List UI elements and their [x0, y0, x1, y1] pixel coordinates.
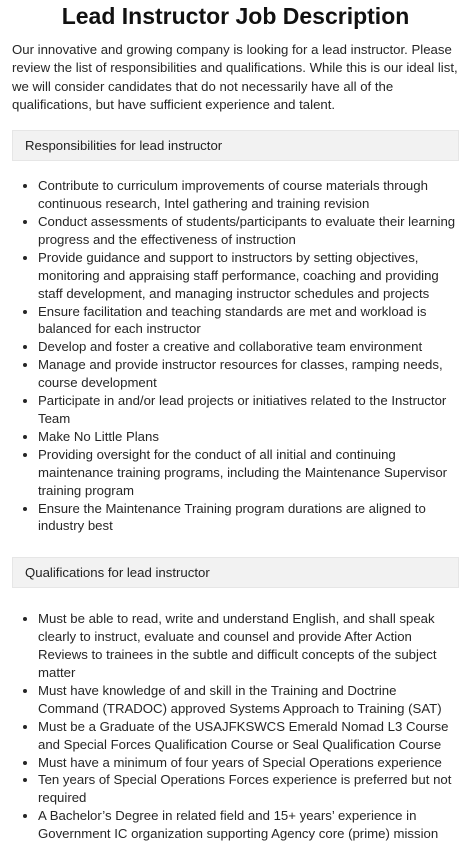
responsibilities-heading: Responsibilities for lead instructor	[25, 138, 223, 154]
list-item: • Ten years of Special Operations Forces experience is preferred but not required	[38, 771, 459, 807]
page-title: Lead Instructor Job Description	[61, 3, 410, 29]
list-item: • Participate in and/or lead projects or initiatives related to the Instructor Team	[38, 392, 459, 428]
qualifications-list	[12, 610, 459, 843]
list-item: • Ensure the Maintenance Training program durations are aligned to industry best	[38, 500, 459, 536]
responsibilities-header	[12, 130, 459, 161]
intro-paragraph: Our innovative and growing company is looking for a lead instructor. Please review the list of responsibilities and qualifications. While this is our ideal list, we will consider candidates that do not necessarily have all of the qualifications, but have sufficient experience and talent.	[12, 42, 458, 112]
list-item: • Provide guidance and support to instructors by setting objectives, monitoring and appraising staff performance, coaching and providing staff development, and managing instructor schedules and projects	[38, 249, 459, 303]
list-item: • Must be a Graduate of the USAJFKSWCS Emerald Nomad L3 Course and Special Forces Qualification Course or Seal Qualification Course	[38, 718, 459, 754]
qualifications-heading: Qualifications for lead instructor	[25, 565, 210, 581]
qualifications-header	[12, 557, 459, 588]
list-item: • Develop and foster a creative and collaborative team environment	[38, 338, 459, 356]
list-item: • Make No Little Plans	[38, 428, 459, 446]
list-item: • Must be able to read, write and understand English, and shall speak clearly to instruct, evaluate and counsel and provide After Action Reviews to trainees in the subtle and difficult concepts of the subject matter	[38, 610, 459, 682]
list-item: • Must have knowledge of and skill in the Training and Doctrine Command (TRADOC) approved Systems Approach to Training (SAT)	[38, 682, 459, 718]
list-item: • Manage and provide instructor resources for classes, ramping needs, course development	[38, 356, 459, 392]
list-item: • Contribute to curriculum improvements of course materials through continuous research, Intel gathering and training revision	[38, 177, 459, 213]
list-item: • Providing oversight for the conduct of all initial and continuing maintenance training programs, including the Maintenance Supervisor training program	[38, 446, 459, 500]
list-item: • Ensure facilitation and teaching standards are met and workload is balanced for each instructor	[38, 303, 459, 339]
list-item: • Conduct assessments of students/participants to evaluate their learning progress and the effectiveness of instruction	[38, 213, 459, 249]
list-item: • A Bachelor’s Degree in related field and 15+ years’ experience in Government IC organization supporting Agency core (prime) mission	[38, 807, 459, 843]
list-item: • Must have a minimum of four years of Special Operations experience	[38, 754, 459, 772]
responsibilities-list	[12, 177, 459, 535]
